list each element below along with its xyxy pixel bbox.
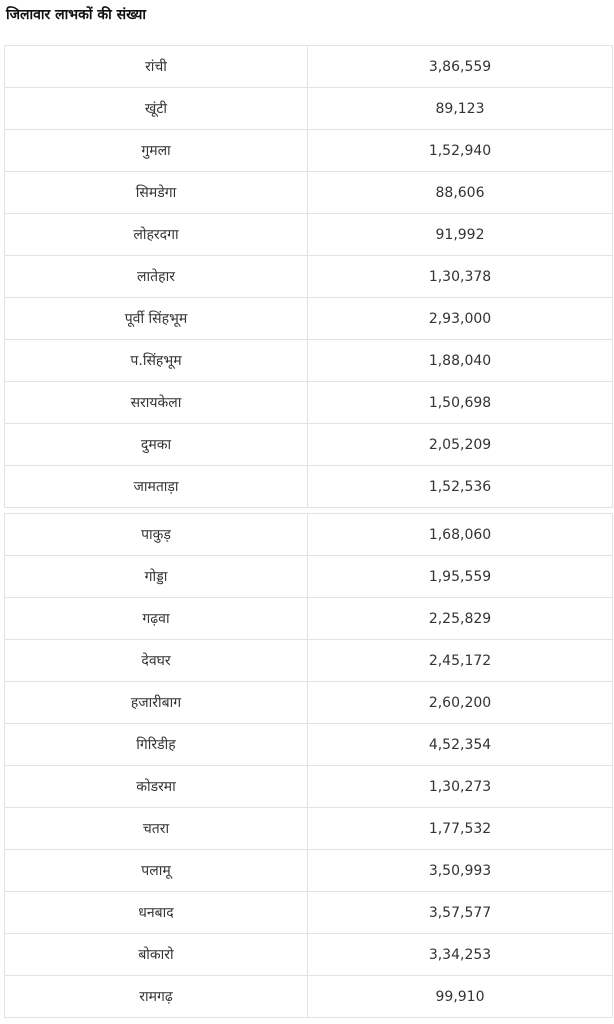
district-name-cell: प.सिंहभूम — [5, 340, 308, 382]
district-name-cell: सिमडेगा — [5, 172, 308, 214]
district-name-cell: गढ़वा — [5, 598, 308, 640]
table-row — [5, 340, 613, 382]
district-name-cell: गुमला — [5, 130, 308, 172]
beneficiary-count-cell: 2,05,209 — [308, 424, 613, 466]
district-name-cell: चतरा — [5, 808, 308, 850]
table-row — [5, 298, 613, 340]
district-name-cell: खूंटी — [5, 88, 308, 130]
beneficiary-count-cell: 1,30,273 — [308, 766, 613, 808]
district-name-cell: पूर्वी सिंहभूम — [5, 298, 308, 340]
table-row — [5, 724, 613, 766]
table-row — [5, 214, 613, 256]
district-name-cell: पलामू — [5, 850, 308, 892]
beneficiary-count-cell: 1,52,940 — [308, 130, 613, 172]
table-row — [5, 172, 613, 214]
beneficiary-count-cell: 2,60,200 — [308, 682, 613, 724]
district-table-part-1 — [4, 45, 613, 508]
table-row — [5, 466, 613, 508]
beneficiary-count-cell: 1,88,040 — [308, 340, 613, 382]
table-row — [5, 808, 613, 850]
district-name-cell: पाकुड़ — [5, 514, 308, 556]
district-name-cell: लातेहार — [5, 256, 308, 298]
table-row — [5, 766, 613, 808]
beneficiary-count-cell: 1,30,378 — [308, 256, 613, 298]
table-row — [5, 640, 613, 682]
beneficiary-count-cell: 88,606 — [308, 172, 613, 214]
beneficiary-count-cell: 2,45,172 — [308, 640, 613, 682]
district-name-cell: धनबाद — [5, 892, 308, 934]
district-name-cell: लोहरदगा — [5, 214, 308, 256]
beneficiary-count-cell: 1,68,060 — [308, 514, 613, 556]
district-name-cell: गिरिडीह — [5, 724, 308, 766]
district-name-cell: कोडरमा — [5, 766, 308, 808]
beneficiary-count-cell: 3,34,253 — [308, 934, 613, 976]
beneficiary-count-cell: 1,95,559 — [308, 556, 613, 598]
table-row — [5, 976, 613, 1018]
table-row — [5, 892, 613, 934]
district-name-cell: हजारीबाग — [5, 682, 308, 724]
table-row — [5, 382, 613, 424]
table-row — [5, 256, 613, 298]
beneficiary-count-cell: 1,52,536 — [308, 466, 613, 508]
table-row — [5, 46, 613, 88]
beneficiary-count-cell: 2,25,829 — [308, 598, 613, 640]
table-row — [5, 514, 613, 556]
table-row — [5, 598, 613, 640]
district-name-cell: दुमका — [5, 424, 308, 466]
beneficiary-count-cell: 3,86,559 — [308, 46, 613, 88]
district-name-cell: रामगढ़ — [5, 976, 308, 1018]
beneficiary-count-cell: 4,52,354 — [308, 724, 613, 766]
district-name-cell: सरायकेला — [5, 382, 308, 424]
table-row — [5, 682, 613, 724]
table-row — [5, 88, 613, 130]
beneficiary-count-cell: 2,93,000 — [308, 298, 613, 340]
district-name-cell: बोकारो — [5, 934, 308, 976]
beneficiary-count-cell: 3,57,577 — [308, 892, 613, 934]
district-name-cell: गोड्डा — [5, 556, 308, 598]
table-row — [5, 850, 613, 892]
district-name-cell: जामताड़ा — [5, 466, 308, 508]
district-name-cell: रांची — [5, 46, 308, 88]
beneficiary-count-cell: 1,50,698 — [308, 382, 613, 424]
table-row — [5, 130, 613, 172]
beneficiary-count-cell: 99,910 — [308, 976, 613, 1018]
table-row — [5, 934, 613, 976]
table-row — [5, 556, 613, 598]
beneficiary-count-cell: 89,123 — [308, 88, 613, 130]
beneficiary-count-cell: 3,50,993 — [308, 850, 613, 892]
beneficiary-count-cell: 91,992 — [308, 214, 613, 256]
beneficiary-count-cell: 1,77,532 — [308, 808, 613, 850]
district-name-cell: देवघर — [5, 640, 308, 682]
page-title: जिलावार लाभकों की संख्या — [6, 7, 147, 23]
table-row — [5, 424, 613, 466]
district-table-part-2 — [4, 513, 613, 1018]
